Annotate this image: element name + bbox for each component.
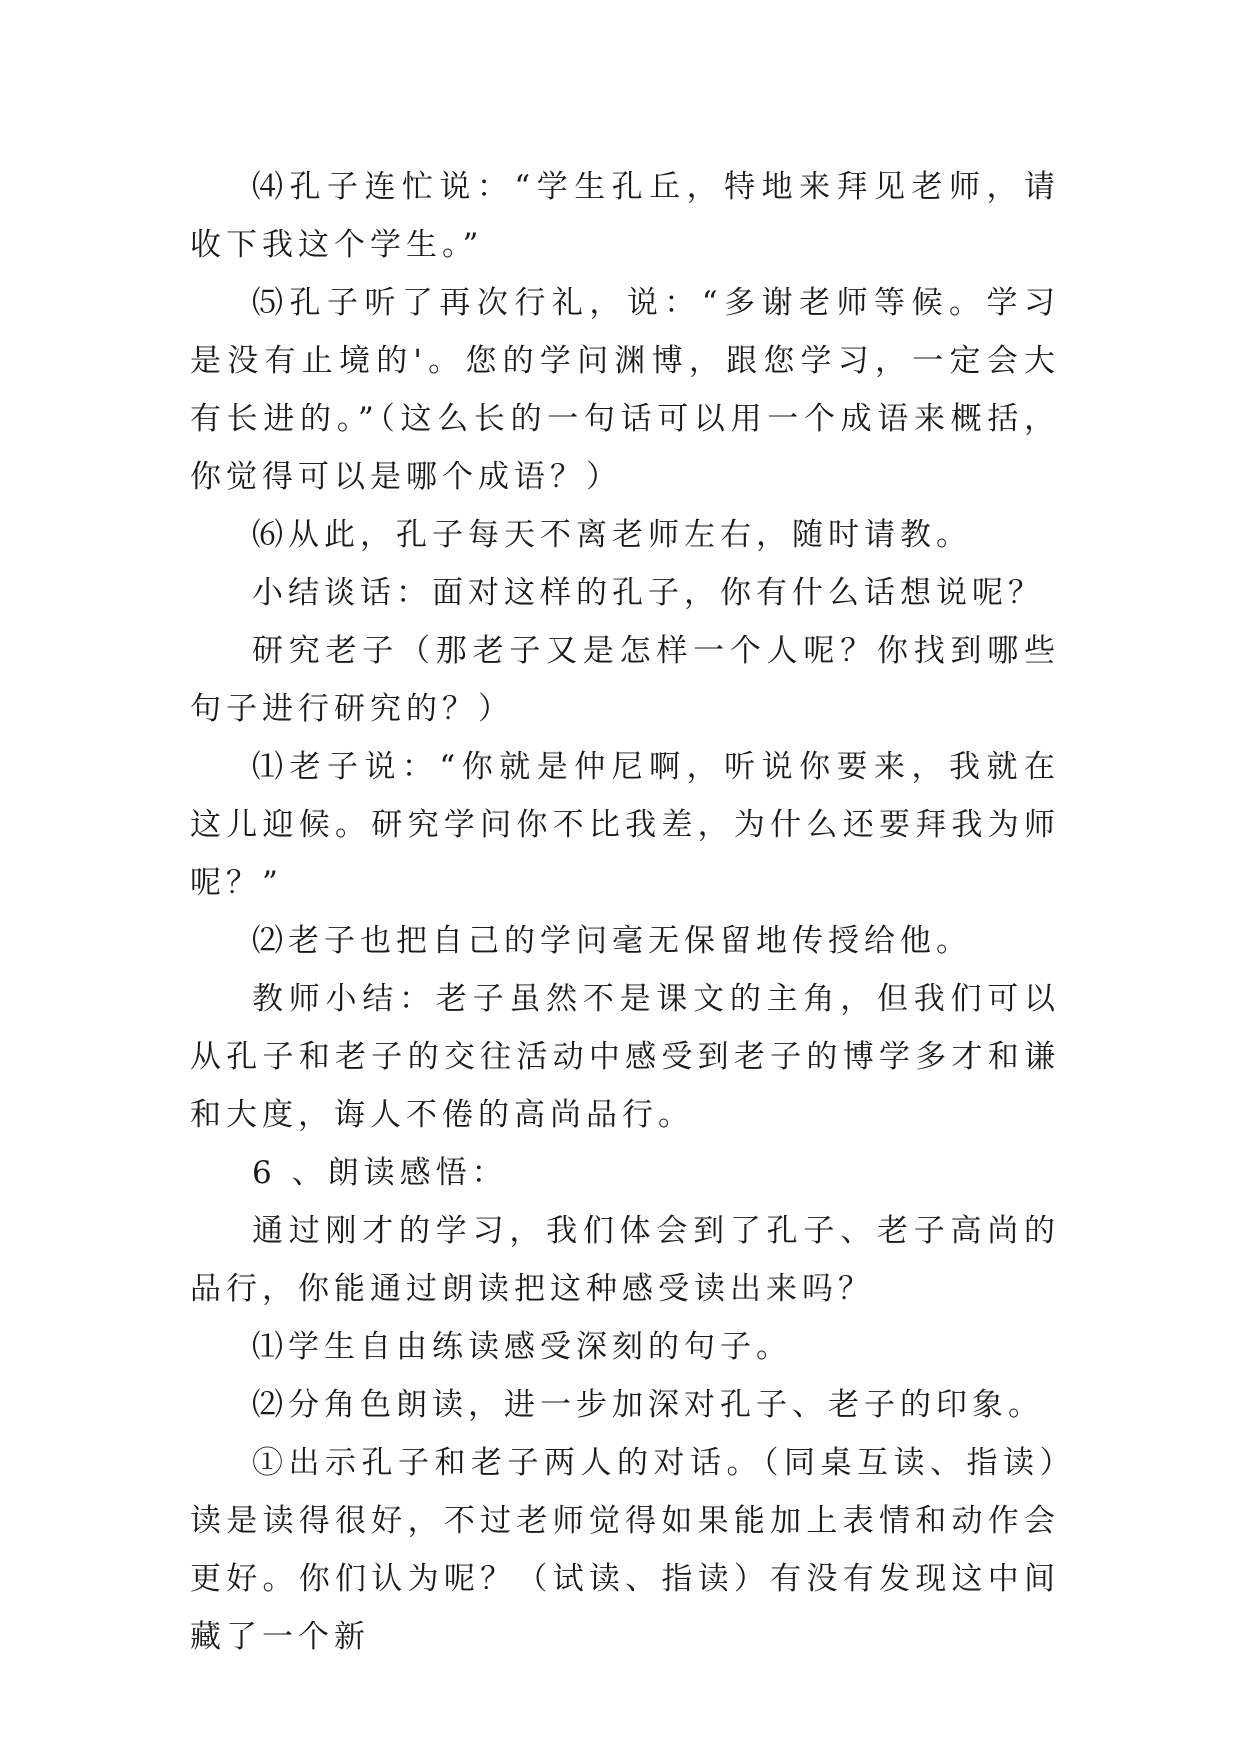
paragraph: ⑸孔子听了再次行礼，说：“多谢老师等候。学习是没有止境的'。您的学问渊博，跟您学习，一定会大有长进的。”（这么长的一句话可以用一个成语来概括，你觉得可以是哪个成语？） <box>190 285 1060 495</box>
section-heading: 6 、朗读感悟： <box>252 1155 508 1191</box>
paragraph: 教师小结：老子虽然不是课文的主角，但我们可以从孔子和老子的交往活动中感受到老子的博学多才和谦和大度，诲人不倦的高尚品行。 <box>190 981 1060 1133</box>
paragraph: ⑷孔子连忙说：“学生孔丘，特地来拜见老师，请收下我这个学生。” <box>190 169 1060 263</box>
paragraph: ⑴老子说：“你就是仲尼啊，听说你要来，我就在这儿迎候。研究学问你不比我差，为什么还要拜我为师呢？” <box>190 749 1060 901</box>
paragraph: 通过刚才的学习，我们体会到了孔子、老子高尚的品行，你能通过朗读把这种感受读出来吗？ <box>190 1213 1060 1307</box>
paragraph: 研究老子（那老子又是怎样一个人呢？你找到哪些句子进行研究的？） <box>190 633 1060 727</box>
paragraph: ⑹从此，孔子每天不离老师左右，随时请教。 <box>252 517 972 553</box>
paragraph: ⑵分角色朗读，进一步加深对孔子、老子的印象。 <box>252 1387 1044 1423</box>
paragraph: ⑴学生自由练读感受深刻的句子。 <box>252 1329 792 1365</box>
document-body <box>190 158 1060 1666</box>
paragraph: ⑵老子也把自己的学问毫无保留地传授给他。 <box>252 923 972 959</box>
paragraph: 小结谈话：面对这样的孔子，你有什么话想说呢？ <box>252 575 1044 611</box>
paragraph: ①出示孔子和老子两人的对话。（同桌互读、指读）读是读得很好，不过老师觉得如果能加上表情和动作会更好。你们认为呢？（试读、指读）有没有发现这中间藏了一个新 <box>190 1445 1060 1655</box>
